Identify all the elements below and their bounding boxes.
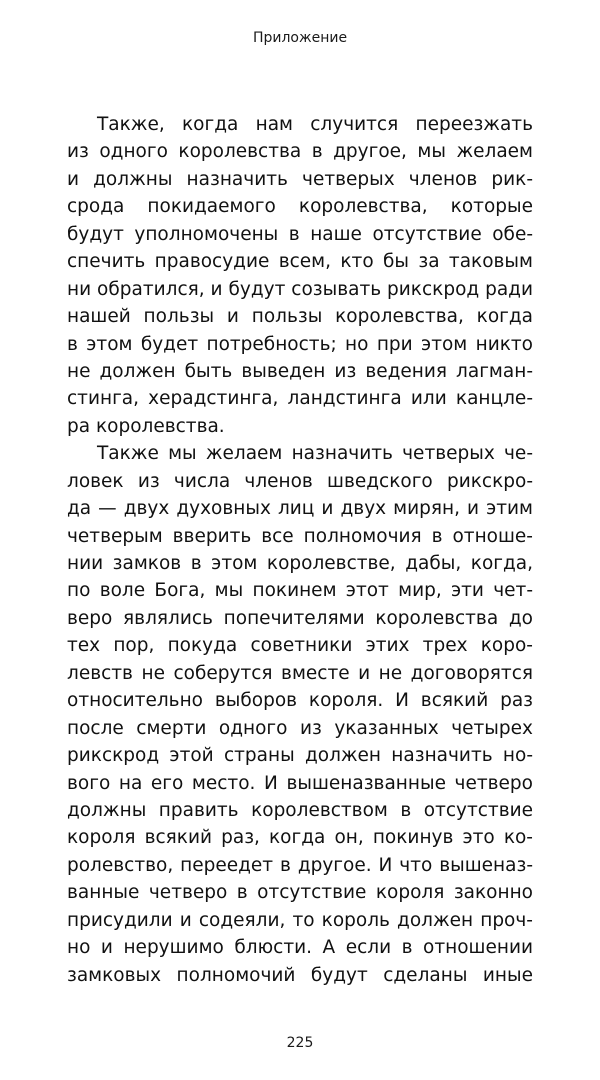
text-line: левств не соберутся вместе и не договорятся bbox=[67, 662, 533, 684]
text-line: нии замков в этом королевстве, дабы, когда, bbox=[67, 553, 533, 574]
text-line: ни обратился, и будут созывать рикскрод ради bbox=[67, 278, 533, 300]
running-head: Приложение bbox=[252, 30, 348, 46]
text-line: Также мы желаем назначить четверых че- bbox=[97, 443, 533, 465]
text-line: ролевство, переедет в другое. И что вышеназ- bbox=[67, 854, 533, 876]
text-line: тех пор, покуда советники этих трех коро- bbox=[67, 635, 533, 657]
text-line: в этом будет потребность; но при этом никто bbox=[67, 333, 533, 355]
text-line: срода покидаемого королевства, которые bbox=[67, 196, 533, 218]
text-line: должны править королевством в отсутствие bbox=[67, 799, 533, 821]
text-line: присудили и содеяли, то король должен проч- bbox=[67, 909, 533, 931]
text-line: будут уполномочены в наше отсутствие обе- bbox=[67, 223, 533, 245]
body-text bbox=[67, 111, 533, 989]
text-line: спечить правосудие всем, кто бы за таковым bbox=[67, 251, 533, 273]
text-line: стинга, херадстинга, ландстинга или канцле- bbox=[67, 388, 533, 410]
text-line: нашей пользы и пользы королевства, когда bbox=[67, 306, 533, 328]
text-line: рикскрод этой страны должен назначить но- bbox=[67, 745, 533, 767]
paragraph-1 bbox=[67, 111, 533, 440]
text-line: да — двух духовных лиц и двух мирян, и этим bbox=[67, 498, 533, 520]
page-number: 225 bbox=[286, 1035, 314, 1051]
text-line: замковых полномочий будут сделаны иные bbox=[67, 964, 533, 986]
text-line: короля всякий раз, когда он, покинув это ко- bbox=[67, 827, 533, 849]
text-line: после смерти одного из указанных четырех bbox=[67, 717, 533, 739]
paragraph-2 bbox=[67, 440, 533, 989]
text-line: но и нерушимо блюсти. А если в отношении bbox=[67, 937, 533, 959]
text-line: относительно выборов короля. И всякий раз bbox=[67, 690, 533, 712]
text-line: Также, когда нам случится переезжать bbox=[97, 114, 533, 135]
text-line: ловек из числа членов шведского рикскро- bbox=[67, 470, 533, 492]
text-line: по воле Бога, мы покинем этот мир, эти чет- bbox=[67, 580, 533, 602]
text-line: ра королевства. bbox=[67, 415, 225, 437]
text-line: веро являлись попечителями королевства до bbox=[67, 607, 533, 629]
text-line: четверым вверить все полномочия в отноше- bbox=[67, 525, 533, 547]
text-line: вого на его место. И вышеназванные четверо bbox=[67, 772, 533, 794]
text-line: не должен быть выведен из ведения лагман- bbox=[67, 360, 533, 382]
text-line: из одного королевства в другое, мы желаем bbox=[67, 141, 533, 163]
text-line: ванные четверо в отсутствие короля законно bbox=[67, 882, 533, 904]
text-line: и должны назначить четверых членов рик- bbox=[67, 168, 533, 190]
